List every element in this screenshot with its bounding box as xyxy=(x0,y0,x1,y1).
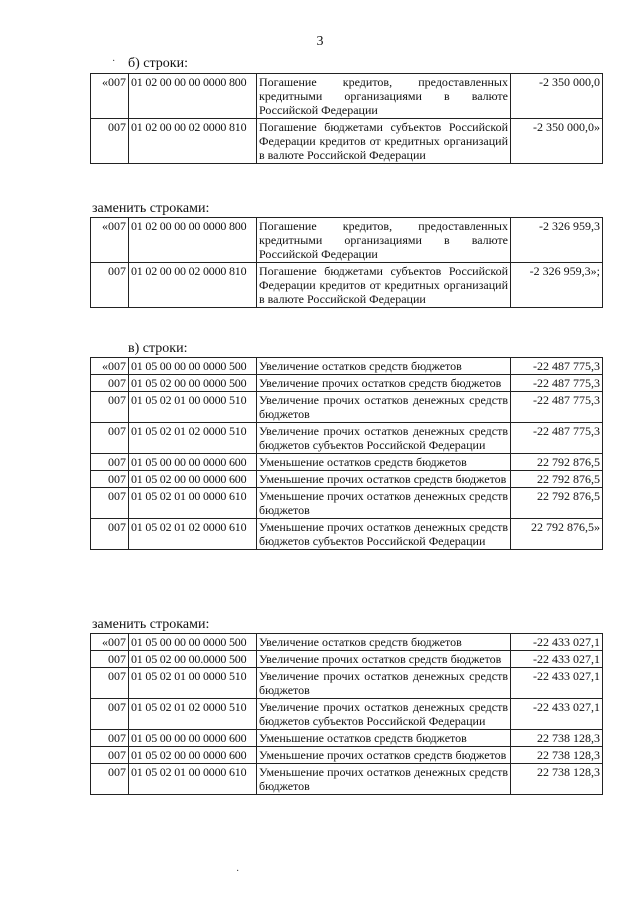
scan-mark-bottom: · xyxy=(236,866,240,877)
table-row xyxy=(91,375,603,392)
row-name: Увеличение прочих остатков денежных средств бюджетов xyxy=(257,668,511,699)
table-row xyxy=(91,119,603,164)
table-row xyxy=(91,454,603,471)
row-kbk: 01 02 00 00 02 0000 810 xyxy=(129,119,257,164)
table-b-old xyxy=(90,73,603,164)
scan-mark: · xyxy=(112,56,116,67)
row-kbk: 01 02 00 00 00 0000 800 xyxy=(129,74,257,119)
row-name: Увеличение прочих остатков денежных средств бюджетов субъектов Российской Федерации xyxy=(257,699,511,730)
row-sum: -22 487 775,3 xyxy=(511,375,603,392)
row-code: 007 xyxy=(91,392,129,423)
table-row xyxy=(91,74,603,119)
row-name: Увеличение прочих остатков средств бюджетов xyxy=(257,375,511,392)
section-caption-replace-1: заменить строками: xyxy=(92,201,210,216)
row-kbk: 01 02 00 00 00 0000 800 xyxy=(129,218,257,263)
row-code: 007 xyxy=(91,454,129,471)
row-kbk: 01 05 02 00 00 0000 600 xyxy=(129,747,257,764)
section-caption-replace-2: заменить строками: xyxy=(92,617,210,632)
row-name: Уменьшение прочих остатков средств бюджетов xyxy=(257,747,511,764)
table-row xyxy=(91,668,603,699)
row-sum: 22 792 876,5 xyxy=(511,488,603,519)
row-kbk: 01 02 00 00 02 0000 810 xyxy=(129,263,257,308)
row-name: Погашение бюджетами субъектов Российской Федерации кредитов от кредитных организаций в валюте Российской Федерации xyxy=(257,119,511,164)
row-kbk: 01 05 02 01 00 0000 610 xyxy=(129,488,257,519)
row-name: Погашение бюджетами субъектов Российской Федерации кредитов от кредитных организаций в валюте Российской Федерации xyxy=(257,263,511,308)
row-name: Увеличение прочих остатков денежных средств бюджетов xyxy=(257,392,511,423)
table-b-new xyxy=(90,217,603,308)
row-sum: -2 350 000,0 xyxy=(511,74,603,119)
row-code: 007 xyxy=(91,668,129,699)
row-name: Уменьшение прочих остатков денежных средств бюджетов xyxy=(257,488,511,519)
row-code: 007 xyxy=(91,519,129,550)
row-kbk: 01 05 02 00 00 0000 500 xyxy=(129,375,257,392)
row-code: 007 xyxy=(91,488,129,519)
row-kbk: 01 05 02 00 00.0000 500 xyxy=(129,651,257,668)
row-sum: 22 738 128,3 xyxy=(511,764,603,795)
row-sum: 22 792 876,5 xyxy=(511,454,603,471)
row-code: 007 xyxy=(91,423,129,454)
row-kbk: 01 05 02 00 00 0000 600 xyxy=(129,471,257,488)
row-code: «007 xyxy=(91,218,129,263)
row-sum: 22 792 876,5» xyxy=(511,519,603,550)
row-name: Увеличение прочих остатков средств бюджетов xyxy=(257,651,511,668)
table-row xyxy=(91,730,603,747)
row-name: Уменьшение прочих остатков средств бюджетов xyxy=(257,471,511,488)
row-name: Уменьшение остатков средств бюджетов xyxy=(257,454,511,471)
row-sum: -22 433 027,1 xyxy=(511,668,603,699)
row-name: Уменьшение прочих остатков денежных средств бюджетов xyxy=(257,764,511,795)
row-code: 007 xyxy=(91,747,129,764)
section-caption-v: в) строки: xyxy=(128,341,188,356)
row-sum: -22 487 775,3 xyxy=(511,423,603,454)
row-code: «007 xyxy=(91,74,129,119)
row-sum: -22 487 775,3 xyxy=(511,392,603,423)
table-row xyxy=(91,764,603,795)
row-sum: -2 326 959,3»; xyxy=(511,263,603,308)
row-kbk: 01 05 02 01 02 0000 510 xyxy=(129,699,257,730)
table-row xyxy=(91,519,603,550)
table-row xyxy=(91,392,603,423)
row-kbk: 01 05 00 00 00 0000 600 xyxy=(129,730,257,747)
row-code: 007 xyxy=(91,471,129,488)
row-sum: -2 326 959,3 xyxy=(511,218,603,263)
row-kbk: 01 05 00 00 00 0000 600 xyxy=(129,454,257,471)
row-kbk: 01 05 02 01 00 0000 610 xyxy=(129,764,257,795)
table-row xyxy=(91,747,603,764)
row-code: 007 xyxy=(91,699,129,730)
table-row xyxy=(91,651,603,668)
row-kbk: 01 05 00 00 00 0000 500 xyxy=(129,634,257,651)
row-code: 007 xyxy=(91,119,129,164)
row-sum: -22 487 775,3 xyxy=(511,358,603,375)
table-row xyxy=(91,423,603,454)
table-row xyxy=(91,634,603,651)
table-row xyxy=(91,699,603,730)
row-name: Уменьшение остатков средств бюджетов xyxy=(257,730,511,747)
page-number: 3 xyxy=(316,34,324,49)
table-row xyxy=(91,218,603,263)
row-kbk: 01 05 02 01 02 0000 510 xyxy=(129,423,257,454)
row-code: 007 xyxy=(91,730,129,747)
row-sum: -2 350 000,0» xyxy=(511,119,603,164)
row-sum: 22 738 128,3 xyxy=(511,747,603,764)
table-row xyxy=(91,263,603,308)
row-code: 007 xyxy=(91,764,129,795)
row-sum: 22 792 876,5 xyxy=(511,471,603,488)
row-kbk: 01 05 00 00 00 0000 500 xyxy=(129,358,257,375)
section-caption-b: б) строки: xyxy=(128,56,188,71)
table-row xyxy=(91,488,603,519)
row-name: Увеличение остатков средств бюджетов xyxy=(257,358,511,375)
row-name: Увеличение прочих остатков денежных средств бюджетов субъектов Российской Федерации xyxy=(257,423,511,454)
row-name: Увеличение остатков средств бюджетов xyxy=(257,634,511,651)
row-kbk: 01 05 02 01 02 0000 610 xyxy=(129,519,257,550)
row-sum: -22 433 027,1 xyxy=(511,651,603,668)
row-kbk: 01 05 02 01 00 0000 510 xyxy=(129,668,257,699)
row-sum: -22 433 027,1 xyxy=(511,699,603,730)
row-sum: 22 738 128,3 xyxy=(511,730,603,747)
row-sum: -22 433 027,1 xyxy=(511,634,603,651)
row-code: 007 xyxy=(91,263,129,308)
row-name: Погашение кредитов, предоставленных кредитными организациями в валюте Российской Федерации xyxy=(257,74,511,119)
row-name: Уменьшение прочих остатков денежных средств бюджетов субъектов Российской Федерации xyxy=(257,519,511,550)
table-row xyxy=(91,471,603,488)
table-v-old xyxy=(90,357,603,550)
table-row xyxy=(91,358,603,375)
row-name: Погашение кредитов, предоставленных кредитными организациями в валюте Российской Федерации xyxy=(257,218,511,263)
row-code: «007 xyxy=(91,358,129,375)
row-code: 007 xyxy=(91,651,129,668)
row-code: «007 xyxy=(91,634,129,651)
table-v-new xyxy=(90,633,603,795)
row-kbk: 01 05 02 01 00 0000 510 xyxy=(129,392,257,423)
row-code: 007 xyxy=(91,375,129,392)
